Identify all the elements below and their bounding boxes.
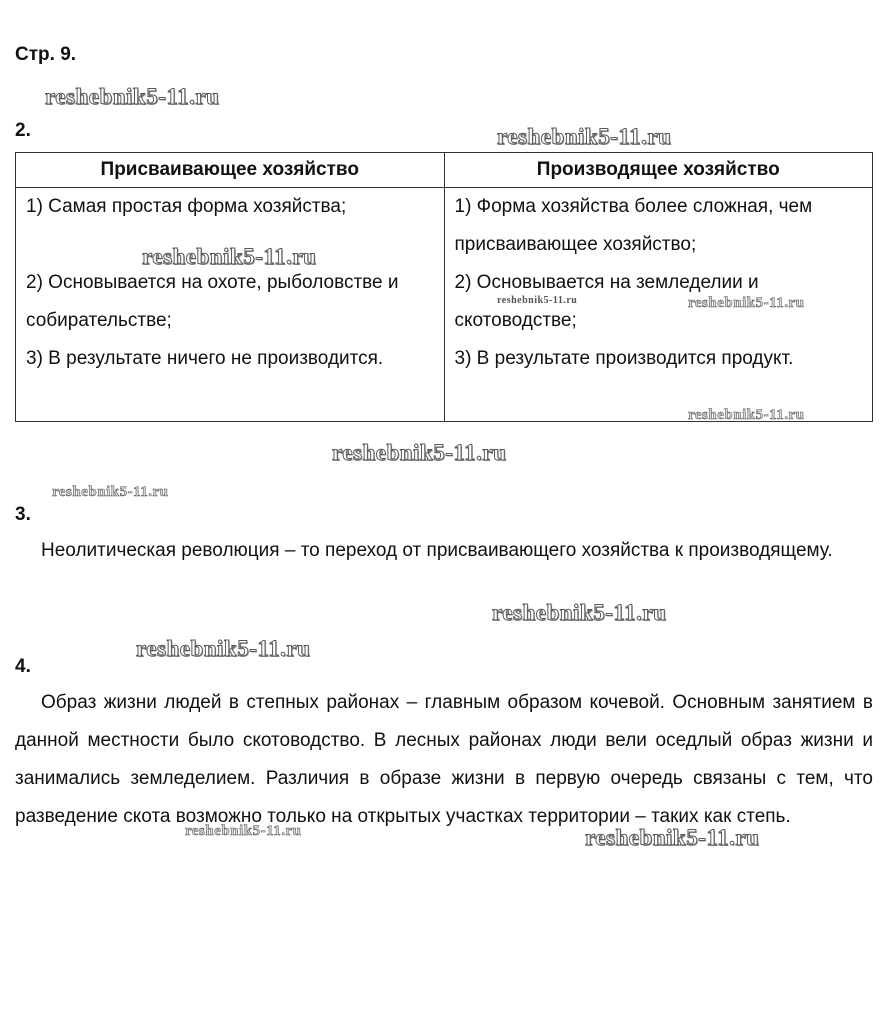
page-label: Стр. 9. (15, 44, 77, 65)
watermark: reshebnik5-11.ru (492, 600, 667, 625)
watermark: reshebnik5-11.ru (52, 484, 169, 500)
right-item-3: 3) В результате производится продукт. (454, 348, 794, 369)
comparison-table (15, 152, 873, 422)
watermark: reshebnik5-11.ru (332, 440, 507, 465)
watermark: reshebnik5-11.ru (142, 244, 317, 269)
spacer (26, 226, 444, 264)
section-number-4: 4. (15, 656, 31, 677)
table-header-left: Присваивающее хозяйство (16, 153, 445, 188)
table-cell-left (16, 188, 445, 422)
section-4-text: Образ жизни людей в степных районах – главным образом кочевой. Основным занятием в данной местности было скотоводство. В лесных районах люди вели оседлый образ жизни и занимались земледелием. Различия в образе жизни в первую очередь связаны с тем, что разведение скота возможно только на открытых участках территории – таких как степь. (15, 692, 873, 827)
watermark: reshebnik5-11.ru (688, 407, 805, 423)
left-item-2: 2) Основывается на охоте, рыболовстве и собирательстве; (26, 272, 399, 331)
left-item-3: 3) В результате ничего не производится. (26, 348, 384, 369)
left-item-1: 1) Самая простая форма хозяйства; (26, 196, 347, 217)
section-number-2: 2. (15, 120, 31, 141)
watermark: reshebnik5-11.ru (45, 84, 220, 109)
watermark: reshebnik5-11.ru (497, 295, 578, 306)
right-item-2: 2) Основывается на земледелии и скотоводстве; (454, 272, 759, 331)
table-cell-right (444, 188, 873, 422)
table-header-right: Производящее хозяйство (444, 153, 873, 188)
watermark: reshebnik5-11.ru (497, 124, 672, 149)
section-3-text: Неолитическая революция – то переход от присваивающего хозяйства к производящему. (41, 540, 833, 561)
section-number-3: 3. (15, 504, 31, 525)
right-item-1: 1) Форма хозяйства более сложная, чем присваивающее хозяйство; (454, 196, 813, 255)
watermark: reshebnik5-11.ru (688, 295, 805, 311)
watermark: reshebnik5-11.ru (136, 636, 311, 661)
watermark: reshebnik5-11.ru (585, 825, 760, 850)
watermark: reshebnik5-11.ru (185, 823, 302, 839)
